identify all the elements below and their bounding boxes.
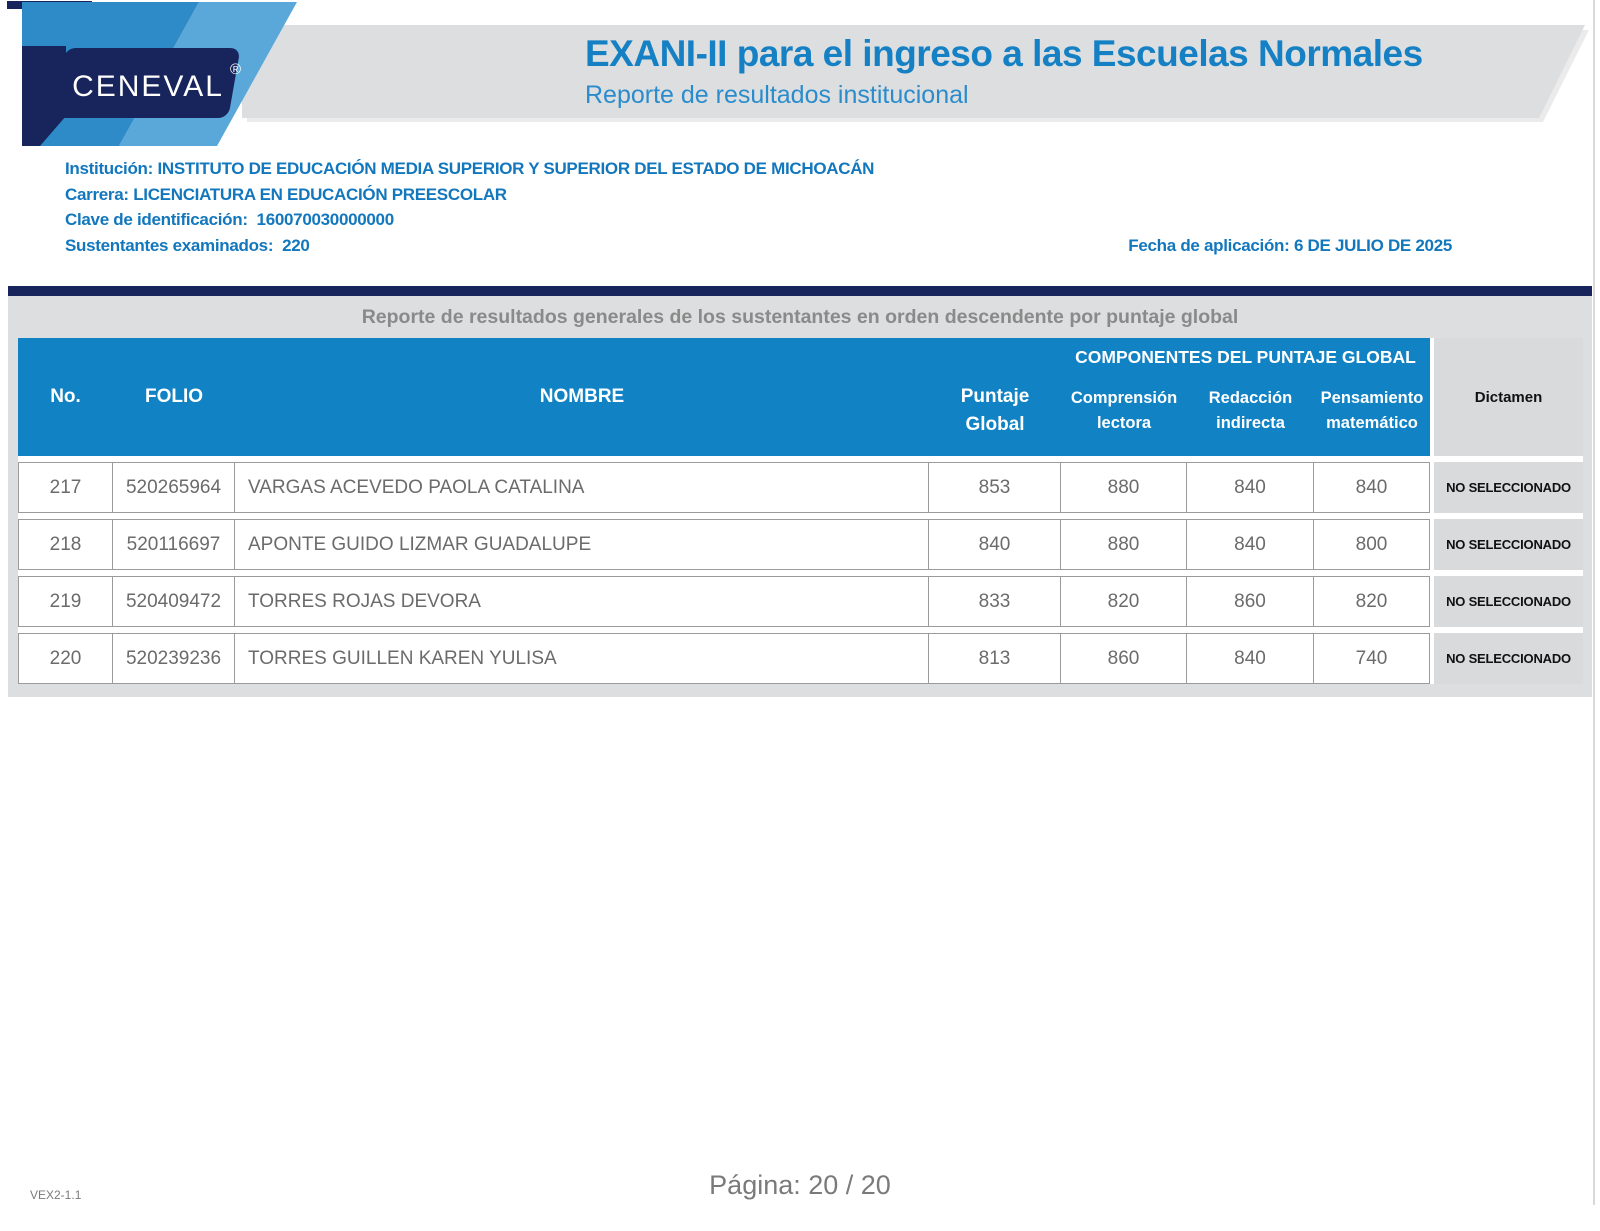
logo-wordmark: CENEVAL <box>72 70 224 103</box>
cell-folio: 520116697 <box>113 520 235 569</box>
dictamen-badge: NO SELECCIONADO <box>1434 519 1583 570</box>
table-row-main <box>18 519 1430 570</box>
masthead <box>585 34 1423 110</box>
col-comprension-label: Comprensión lectora <box>1070 389 1178 432</box>
clave-line <box>65 207 1455 233</box>
sustentantes-label: Sustentantes examinados: <box>65 235 274 255</box>
col-folio-header: FOLIO <box>144 386 204 407</box>
components-group-header: COMPONENTES DEL PUNTAJE GLOBAL <box>1075 347 1416 367</box>
table-row <box>18 576 1583 627</box>
col-pensamiento-header <box>1314 372 1430 450</box>
report-subtitle: Reporte de resultados institucional <box>585 80 969 109</box>
cell-comprension: 820 <box>1061 577 1187 626</box>
ceneval-logo <box>2 0 474 148</box>
cell-nombre: TORRES GUILLEN KAREN YULISA <box>235 634 929 683</box>
cell-nombre: TORRES ROJAS DEVORA <box>235 577 929 626</box>
fecha-value: 6 DE JULIO DE 2025 <box>1293 235 1452 255</box>
cell-comprension: 860 <box>1061 634 1187 683</box>
table-row-main <box>18 633 1430 684</box>
cell-no: 220 <box>19 634 113 683</box>
col-no-header: No. <box>50 386 81 407</box>
cell-folio: 520265964 <box>113 463 235 512</box>
col-puntaje-global-header <box>929 372 1061 450</box>
logo-registered-mark: ® <box>230 61 242 78</box>
cell-redaccion: 840 <box>1187 634 1314 683</box>
dictamen-badge: NO SELECCIONADO <box>1434 576 1583 627</box>
cell-nombre: VARGAS ACEVEDO PAOLA CATALINA <box>235 463 929 512</box>
section-title: Reporte de resultados generales de los sustentantes en orden descendente por puntaje global <box>8 296 1592 338</box>
institution-line <box>65 156 1455 182</box>
clave-value: 160070030000000 <box>256 210 394 229</box>
col-redaccion-label: Redacción indirecta <box>1208 389 1293 432</box>
table-row <box>18 519 1583 570</box>
cell-folio: 520409472 <box>113 577 235 626</box>
cell-pensamiento: 740 <box>1355 647 1388 669</box>
institution-label: Institución: <box>65 159 153 178</box>
col-puntaje-global-label: Puntaje Global <box>960 385 1030 435</box>
results-report <box>8 296 1592 697</box>
cell-redaccion: 840 <box>1187 520 1314 569</box>
col-nombre-header: NOMBRE <box>539 386 625 407</box>
page-indicator: Página: 20 / 20 <box>709 1170 891 1200</box>
cell-pensamiento: 800 <box>1355 533 1388 555</box>
clave-label: Clave de identificación: <box>65 210 248 229</box>
table-row <box>18 462 1583 513</box>
cell-redaccion: 840 <box>1187 463 1314 512</box>
table-header <box>18 338 1583 456</box>
cell-pensamiento: 840 <box>1355 476 1388 498</box>
table-row-main <box>18 462 1430 513</box>
table-row <box>18 633 1583 684</box>
cell-folio: 520239236 <box>113 634 235 683</box>
cell-nombre: APONTE GUIDO LIZMAR GUADALUPE <box>235 520 929 569</box>
carrera-label: Carrera: <box>65 184 129 204</box>
cell-puntaje-global: 833 <box>929 577 1061 626</box>
dictamen-badge: NO SELECCIONADO <box>1434 633 1583 684</box>
institution-info <box>65 156 1455 258</box>
cell-pensamiento: 820 <box>1355 590 1388 612</box>
cell-puntaje-global: 813 <box>929 634 1061 683</box>
page-right-edge <box>1593 0 1595 1205</box>
section-top-rule <box>8 286 1592 296</box>
sustentantes-value: 220 <box>282 235 310 255</box>
col-pensamiento-label: Pensamiento matemático <box>1320 389 1424 432</box>
carrera-line <box>65 182 1455 208</box>
cell-no: 218 <box>19 520 113 569</box>
fecha-line <box>1128 233 1452 259</box>
col-redaccion-header <box>1187 372 1314 450</box>
col-comprension-header <box>1061 372 1187 450</box>
carrera-value: LICENCIATURA EN EDUCACIÓN PREESCOLAR <box>133 184 507 204</box>
cell-comprension: 880 <box>1061 520 1187 569</box>
cell-redaccion: 860 <box>1187 577 1314 626</box>
report-title: EXANI-II para el ingreso a las Escuelas Normales <box>585 33 1423 74</box>
cell-comprension: 880 <box>1061 463 1187 512</box>
col-dictamen-header: Dictamen <box>1434 338 1583 456</box>
dictamen-badge: NO SELECCIONADO <box>1434 462 1583 513</box>
cell-puntaje-global: 840 <box>929 520 1061 569</box>
cell-no: 219 <box>19 577 113 626</box>
cell-no: 217 <box>19 463 113 512</box>
institution-value: INSTITUTO DE EDUCACIÓN MEDIA SUPERIOR Y SUPERIOR DEL ESTADO DE MICHOACÁN <box>157 159 875 178</box>
cell-puntaje-global: 853 <box>929 463 1061 512</box>
fecha-label: Fecha de aplicación: <box>1128 235 1290 255</box>
form-version: VEX2-1.1 <box>30 1188 82 1202</box>
table-row-main <box>18 576 1430 627</box>
